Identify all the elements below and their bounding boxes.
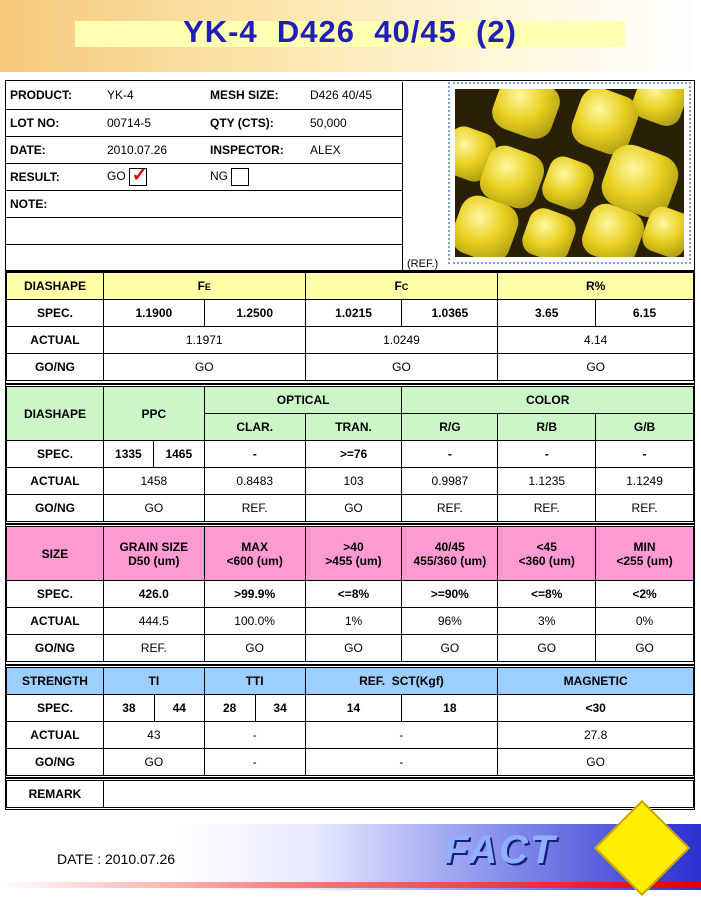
rg-header: R/G: [402, 414, 498, 441]
diashape-optical-table: [6, 386, 694, 522]
spec-value: <30: [498, 695, 694, 722]
spec-value: <=8%: [305, 581, 402, 608]
header-line: MIN: [633, 539, 656, 554]
gong-value: GO: [103, 495, 204, 522]
gong-value: GO: [498, 749, 694, 776]
ref-label: (REF.): [407, 258, 439, 270]
spec-label: SPEC.: [7, 581, 104, 608]
strength-table: [6, 667, 694, 776]
mesh-label: MESH SIZE:: [206, 82, 306, 109]
header-line: D50 (um): [128, 553, 180, 568]
actual-label: ACTUAL: [7, 468, 104, 495]
diamond-photo: [448, 82, 691, 264]
actual-value: 3%: [498, 608, 596, 635]
spec-value: >=90%: [402, 581, 498, 608]
crystal-shape: [518, 204, 580, 257]
spec-value: 3.65: [498, 300, 596, 327]
spec-label: SPEC.: [7, 300, 104, 327]
max-header: [204, 527, 305, 581]
fe-header: FE: [103, 273, 305, 300]
qty-value: 50,000: [306, 109, 402, 136]
actual-label: ACTUAL: [7, 327, 104, 354]
header-line: >455 (um): [325, 553, 382, 568]
inspector-value: ALEX: [306, 136, 402, 163]
section-divider: [5, 523, 695, 525]
spec-value: 1465: [153, 441, 204, 468]
lot-label: LOT NO:: [6, 109, 103, 136]
actual-value: 4.14: [498, 327, 694, 354]
spec-value: <2%: [596, 581, 694, 608]
actual-value: 100.0%: [204, 608, 305, 635]
qty-label: QTY (CTS):: [206, 109, 306, 136]
sct-header: REF. SCT(Kgf): [305, 668, 498, 695]
page-title: YK-4 D426 40/45 (2): [183, 14, 517, 49]
header-line: <600 (um): [226, 553, 283, 568]
spec-value: 28: [204, 695, 255, 722]
spec-value: -: [498, 441, 596, 468]
diashape-header: DIASHAPE: [7, 273, 104, 300]
spec-value: 1.1900: [103, 300, 204, 327]
check-mark-icon: ✓: [131, 164, 148, 186]
ppc-header: PPC: [103, 387, 204, 441]
size-table: [6, 526, 694, 662]
spec-value: -: [204, 441, 305, 468]
remark-table: [6, 780, 694, 808]
gong-value: GO: [103, 354, 305, 381]
spec-value: -: [402, 441, 498, 468]
footer-date: DATE : 2010.07.26: [57, 851, 176, 867]
date-value: 2010.07.26: [103, 136, 206, 163]
crystal-shape: [538, 153, 598, 214]
go-label: GO: [107, 168, 126, 183]
gong-label: GO/NG: [7, 749, 104, 776]
header-line: MAX: [241, 539, 268, 554]
ti-header: TI: [103, 668, 204, 695]
product-label: PRODUCT:: [6, 82, 103, 109]
actual-value: 103: [305, 468, 402, 495]
result-label: RESULT:: [6, 163, 103, 190]
spec-value: 18: [402, 695, 498, 722]
spec-value: 34: [255, 695, 305, 722]
note-line-2: [6, 244, 402, 271]
ng-checkbox[interactable]: [231, 168, 249, 186]
actual-value: 1%: [305, 608, 402, 635]
actual-value: 0.8483: [204, 468, 305, 495]
spec-value: 1.2500: [204, 300, 305, 327]
header-line: <360 (um): [518, 553, 575, 568]
remark-value: [103, 781, 693, 808]
inspector-label: INSPECTOR:: [206, 136, 306, 163]
actual-value: -: [204, 722, 305, 749]
size-header: SIZE: [7, 527, 104, 581]
section-divider: [5, 664, 695, 666]
actual-value: 444.5: [103, 608, 204, 635]
header-line: <255 (um): [616, 553, 673, 568]
spec-value: 38: [103, 695, 154, 722]
go-checkbox[interactable]: [129, 164, 148, 186]
gong-label: GO/NG: [7, 635, 104, 662]
spec-label: SPEC.: [7, 695, 104, 722]
spec-value: 1.0215: [305, 300, 402, 327]
product-value: YK-4: [103, 82, 206, 109]
date-label: DATE:: [6, 136, 103, 163]
actual-value: 0.9987: [402, 468, 498, 495]
clar-header: CLAR.: [204, 414, 305, 441]
gong-value: REF.: [103, 635, 204, 662]
gong-value: -: [305, 749, 498, 776]
actual-value: 1.1235: [498, 468, 596, 495]
section-divider: [5, 383, 695, 385]
spec-value: -: [596, 441, 694, 468]
gong-value: GO: [305, 495, 402, 522]
actual-label: ACTUAL: [7, 722, 104, 749]
strength-header: STRENGTH: [7, 668, 104, 695]
diashape-header: DIASHAPE: [7, 387, 104, 441]
actual-label: ACTUAL: [7, 608, 104, 635]
spec-label: SPEC.: [7, 441, 104, 468]
diamond-image: [455, 89, 684, 257]
result-ng: [206, 163, 306, 190]
actual-value: 1.0249: [305, 327, 498, 354]
note-line-1: [6, 217, 402, 244]
gong-value: GO: [498, 635, 596, 662]
spec-value: >=76: [305, 441, 402, 468]
optical-header: OPTICAL: [204, 387, 402, 414]
footer: [0, 824, 701, 904]
actual-value: 1.1971: [103, 327, 305, 354]
spec-value: 14: [305, 695, 402, 722]
actual-value: 0%: [596, 608, 694, 635]
lot-value: 00714-5: [103, 109, 206, 136]
header-line: 455/360 (um): [413, 553, 487, 568]
crystal-shape: [628, 89, 684, 130]
actual-value: 43: [103, 722, 204, 749]
gong-label: GO/NG: [7, 354, 104, 381]
ng-label: NG: [210, 168, 228, 183]
actual-value: 27.8: [498, 722, 694, 749]
spec-value: 1.0365: [402, 300, 498, 327]
note-label: NOTE:: [6, 190, 402, 217]
header-line: >40: [343, 539, 364, 554]
gong-value: GO: [204, 635, 305, 662]
gong-label: GO/NG: [7, 495, 104, 522]
mesh-value: D426 40/45: [306, 82, 402, 109]
gong-value: REF.: [204, 495, 305, 522]
over40-header: [305, 527, 402, 581]
gong-value: REF.: [596, 495, 694, 522]
gong-value: GO: [305, 635, 402, 662]
remark-label: REMARK: [7, 781, 104, 808]
header-banner: [0, 0, 701, 72]
section-divider: [5, 777, 695, 779]
header-line: <45: [536, 539, 557, 554]
spec-value: 426.0: [103, 581, 204, 608]
actual-value: -: [305, 722, 498, 749]
footer-red-stripe: [0, 882, 701, 888]
gong-value: -: [204, 749, 305, 776]
tti-header: TTI: [204, 668, 305, 695]
gong-value: GO: [596, 635, 694, 662]
info-table: [6, 82, 402, 271]
gong-value: GO: [103, 749, 204, 776]
spec-value: 1335: [103, 441, 153, 468]
gong-value: GO: [498, 354, 694, 381]
grain-size-header: [103, 527, 204, 581]
crystal-shape: [487, 89, 564, 144]
r-percent-header: R%: [498, 273, 694, 300]
gong-value: REF.: [498, 495, 596, 522]
spec-value: 44: [154, 695, 204, 722]
header-line: GRAIN SIZE: [119, 539, 189, 554]
color-header: COLOR: [402, 387, 694, 414]
gb-header: G/B: [596, 414, 694, 441]
gong-value: REF.: [402, 495, 498, 522]
info-divider: [402, 82, 403, 270]
actual-value: 1458: [103, 468, 204, 495]
fc-header: FC: [305, 273, 498, 300]
diashape-fe-table: [6, 272, 694, 381]
tran-header: TRAN.: [305, 414, 402, 441]
fact-logo: FACT: [444, 828, 557, 872]
header-line: 40/45: [434, 539, 465, 554]
mesh-4045-header: [402, 527, 498, 581]
actual-value: 96%: [402, 608, 498, 635]
magnetic-header: MAGNETIC: [498, 668, 694, 695]
spec-value: 6.15: [596, 300, 694, 327]
min-header: [596, 527, 694, 581]
rb-header: R/B: [498, 414, 596, 441]
gong-value: GO: [305, 354, 498, 381]
gong-value: GO: [402, 635, 498, 662]
under45-header: [498, 527, 596, 581]
spec-value: >99.9%: [204, 581, 305, 608]
result-go: [103, 163, 206, 190]
actual-value: 1.1249: [596, 468, 694, 495]
spec-value: <=8%: [498, 581, 596, 608]
